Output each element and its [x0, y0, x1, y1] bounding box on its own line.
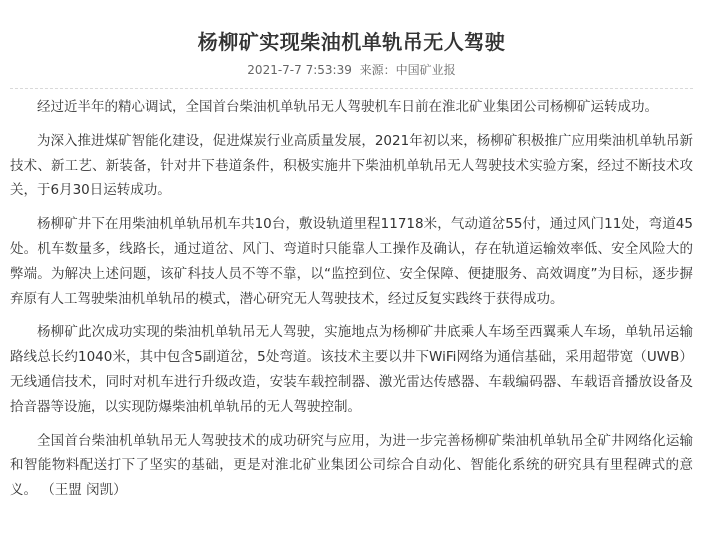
paragraph: 全国首台柴油机单轨吊无人驾驶技术的成功研究与应用，为进一步完善杨柳矿柴油机单轨吊全矿井网络化运输和智能物料配送打下了坚实的基础，更是对淮北矿业集团公司综合自动化、智能化系统的研究具有里程碑式的意义。 （王盟 闵凯）: [10, 432, 693, 499]
paragraph: 为深入推进煤矿智能化建设，促进煤炭行业高质量发展，2021年初以来，杨柳矿积极推广应用柴油机单轨吊新技术、新工艺、新装备，针对井下巷道条件，积极实施井下柴油机单轨吊无人驾驶技术实验方案，经过不断技术攻关，于6月30日运转成功。: [10, 132, 693, 199]
title-divider: [10, 88, 693, 89]
paragraph: 杨柳矿此次成功实现的柴油机单轨吊无人驾驶，实施地点为杨柳矿井底乘人车场至西翼乘人车场，单轨吊运输路线总长约1040米，其中包含5副道岔，5处弯道。该技术主要以井下WiFi网络为通信基础，采用超带宽（UWB）无线通信技术，同时对机车进行升级改造，安装车载控制器、激光雷达传感器、车载编码器、车载语音播放设备及拾音器等设施，以实现防爆柴油机单轨吊的无人驾驶控制。: [10, 324, 693, 415]
article-meta: [10, 61, 693, 79]
article-body: [10, 95, 693, 503]
paragraph: 经过近半年的精心调试，全国首台柴油机单轨吊无人驾驶机车日前在淮北矿业集团公司杨柳矿运转成功。: [37, 99, 658, 115]
article-source: 来源：中国矿业报: [359, 63, 456, 77]
publish-date: 2021-7-7 7:53:39: [247, 63, 352, 77]
paragraph: 杨柳矿井下在用柴油机单轨吊机车共10台，敷设轨道里程11718米，气动道岔55付，通过风门11处，弯道45处。机车数量多，线路长，通过道岔、风门、弯道时只能靠人工操作及确认，存在轨道运输效率低、安全风险大的弊端。为解决上述问题，该矿科技人员不等不靠，以“监控到位、安全保障、便捷服务、高效调度”为目标，逐步摒弃原有人工驾驶柴油机单轨吊的模式，潜心研究无人驾驶技术，经过反复实践终于获得成功。: [10, 216, 693, 307]
article-title: 杨柳矿实现柴油机单轨吊无人驾驶: [197, 30, 506, 54]
